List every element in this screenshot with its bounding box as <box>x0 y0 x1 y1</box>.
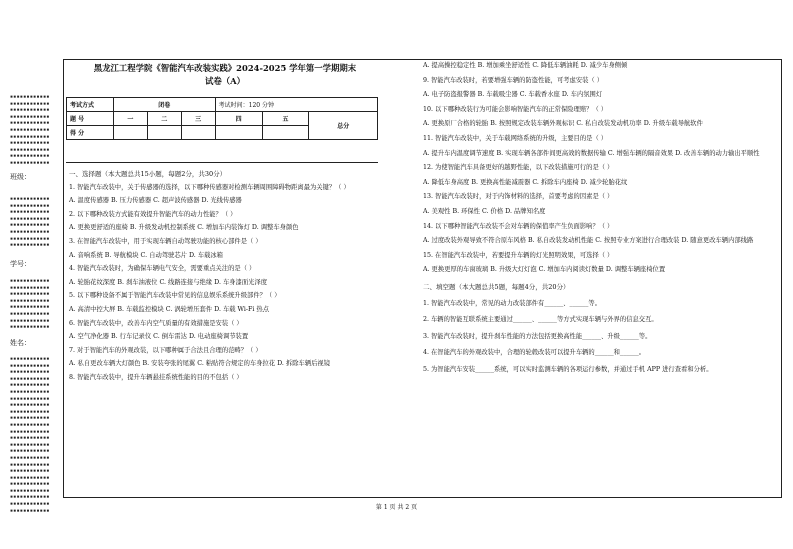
page-footer: 第 1 页 共 2 页 <box>375 504 418 511</box>
binding-dots: ▪▪▪▪▪▪▪▪▪▪▪▪ ▪▪▪▪▪▪▪▪▪▪▪▪ ▪▪▪▪▪▪▪▪▪▪▪▪ ▪▪▪▪▪▪▪▪▪▪▪▪ ▪▪▪▪▪▪▪▪▪▪▪▪ ▪▪▪▪▪▪▪▪▪▪▪▪ ▪▪▪▪▪▪▪▪▪▪▪▪ ▪▪▪▪▪▪▪▪▪▪▪▪ ▪▪▪▪▪▪▪▪▪▪▪▪ ▪▪▪▪▪▪▪▪▪▪▪▪ ▪▪▪▪▪▪▪▪▪▪▪▪ <box>10 94 50 166</box>
question-7: 7. 对于智能汽车的外观改装，以下哪种属于合法且合理的范畴？（ ） <box>69 346 262 354</box>
question-1-options: A. 温度传感器 B. 压力传感器 C. 超声波传感器 D. 光线传感器 <box>69 197 242 205</box>
score-cell <box>262 126 309 140</box>
title-line-2: 试卷（A） <box>205 76 245 86</box>
binding-dots: ▪▪▪▪▪▪▪▪▪▪▪▪ ▪▪▪▪▪▪▪▪▪▪▪▪ ▪▪▪▪▪▪▪▪▪▪▪▪ ▪▪▪▪▪▪▪▪▪▪▪▪ ▪▪▪▪▪▪▪▪▪▪▪▪ ▪▪▪▪▪▪▪▪▪▪▪▪ ▪▪▪▪▪▪▪▪▪▪▪▪ ▪▪▪▪▪▪▪▪▪▪▪▪ ▪▪▪▪▪▪▪▪▪▪▪▪ ▪▪▪▪▪▪▪▪▪▪▪▪ ▪▪▪▪▪▪▪▪▪▪▪▪ ▪▪▪▪▪▪▪▪▪▪▪▪ ▪▪▪▪▪▪▪▪▪▪▪▪ ▪▪▪▪▪▪▪▪▪▪▪▪ ▪▪▪▪▪▪▪▪▪▪▪▪ ▪▪▪▪▪▪▪▪▪▪▪▪ ▪▪▪▪▪▪▪▪▪▪▪▪ ▪▪▪▪▪▪▪▪▪▪▪▪ ▪▪▪▪▪▪▪▪▪▪▪▪ ▪▪▪▪▪▪▪▪▪▪▪▪ ▪▪▪▪▪▪▪▪▪▪▪▪ ▪▪▪▪▪▪▪▪▪▪▪▪ ▪▪▪▪▪▪▪▪▪▪▪▪ ▪▪▪▪▪▪▪▪▪▪▪▪ <box>10 356 50 514</box>
question-10: 10. 以下哪种改装行为可能会影响智能汽车的正常保险理赔？（ ） <box>423 105 608 113</box>
fill-3: 3. 智能汽车改装时，提升刹车性能的方法包括更换高性能______、升级______等。 <box>423 332 652 340</box>
id-label: 学号： <box>10 260 31 268</box>
question-11: 11. 智能汽车改装中，关于车载网络系统的升级，主要目的是（ ） <box>423 134 608 142</box>
question-number-label: 题 号 <box>67 112 114 126</box>
question-8-options: A. 提高操控稳定性 B. 增加乘坐舒适性 C. 降低车辆油耗 D. 减少车身侧倾 <box>423 62 628 69</box>
col-5: 五 <box>262 112 309 126</box>
fill-2: 2. 车辆的智能互联系统主要通过______、______等方式实现车辆与外界的信息交互。 <box>423 316 658 324</box>
question-10-options: A. 更换原厂合格的轮胎 B. 按照规定改装车辆外观标识 C. 私自改装发动机功率 D. 升级车载导航软件 <box>423 120 703 128</box>
fill-1: 1. 智能汽车改装中，常见的动力改装部件有______、______等。 <box>423 299 602 307</box>
question-5-options: A. 高清中控大屏 B. 车载监控模块 C. 涡轮增压套件 D. 车载 Wi-Fi 热点 <box>69 305 270 313</box>
total-label: 总分 <box>309 112 378 140</box>
class-label: 班级： <box>10 173 31 181</box>
col-1: 一 <box>114 112 148 126</box>
question-4-options: A. 轮胎花纹深度 B. 刹车油液位 C. 线路连接与绝缘 D. 车身漆面光泽度 <box>69 278 268 286</box>
title-line-1: 黑龙江工程学院《智能汽车改装实践》2024-2025 学年第一学期期末 <box>93 63 357 73</box>
divider <box>66 162 378 163</box>
question-6-options: A. 空气净化器 B. 行车记录仪 C. 倒车雷达 D. 电动座椅调节装置 <box>69 333 249 341</box>
score-table <box>66 97 378 140</box>
question-14-options: A. 过度改装外观导致不符合原车风格 B. 私自改装发动机性能 C. 按照专业方案进行合理改装 D. 随意更改车辆内部线路 <box>423 237 754 245</box>
score-cell <box>215 126 262 140</box>
question-3: 3. 在智能汽车改装中，用于实现车辆自动驾驶功能的核心部件是（ ） <box>69 237 262 245</box>
question-11-options: A. 提升车内温度调节速度 B. 实现车辆各部件间更高效的数据传输 C. 增强车辆的隔音效果 D. 改善车辆的动力输出平顺性 <box>423 149 760 157</box>
question-6: 6. 智能汽车改装中，改善车内空气质量的有效措施是安装（ ） <box>69 319 243 327</box>
section-1-heading: 一、选择题（本大题总共15小题，每题2分，共30分） <box>69 170 227 178</box>
question-12: 12. 为使智能汽车具备更好的越野性能，以下改装措施可行的是（ ） <box>423 164 614 172</box>
score-cell <box>114 126 148 140</box>
question-8: 8. 智能汽车改装中，提升车辆悬挂系统性能的目的不包括（ ） <box>69 373 243 381</box>
right-column <box>423 62 773 374</box>
question-12-options: A. 降低车身高度 B. 更换高性能减震器 C. 拆除车内座椅 D. 减少轮胎花纹 <box>423 178 628 186</box>
question-2: 2. 以下哪种改装方式能有效提升智能汽车的动力性能？（ ） <box>69 210 237 218</box>
binding-dots: ▪▪▪▪▪▪▪▪▪▪▪▪ ▪▪▪▪▪▪▪▪▪▪▪▪ ▪▪▪▪▪▪▪▪▪▪▪▪ ▪▪▪▪▪▪▪▪▪▪▪▪ ▪▪▪▪▪▪▪▪▪▪▪▪ ▪▪▪▪▪▪▪▪▪▪▪▪ ▪▪▪▪▪▪▪▪▪▪▪▪ ▪▪▪▪▪▪▪▪▪▪▪▪ <box>10 196 50 249</box>
fill-5: 5. 为智能汽车安装______系统，可以实时监测车辆的各项运行参数，并通过手机 APP 进行查看和分析。 <box>423 365 713 373</box>
exam-time: 考试时间：120 分钟 <box>215 98 377 112</box>
question-15: 15. 在智能汽车改装中，若要提升车辆的灯光照明效果，可选择（ ） <box>423 251 614 259</box>
question-9: 9. 智能汽车改装时，若要增强车辆的防盗性能，可考虑安装（ ） <box>423 76 604 84</box>
question-9-options: A. 电子防盗报警器 B. 车载吸尘器 C. 车载香水座 D. 车内氛围灯 <box>423 91 603 99</box>
question-13: 13. 智能汽车改装时，对于内饰材料的选择，首要考虑的因素是（ ） <box>423 193 614 201</box>
exam-form-label: 考试方式 <box>67 98 114 112</box>
question-5: 5. 以下哪种设备不属于智能汽车改装中常见的信息娱乐系统升级部件？（ ） <box>69 292 281 300</box>
score-cell <box>181 126 215 140</box>
col-3: 三 <box>181 112 215 126</box>
question-13-options: A. 美观性 B. 环保性 C. 价格 D. 品牌知名度 <box>423 207 546 215</box>
col-2: 二 <box>147 112 181 126</box>
question-2-options: A. 更换更舒适的座椅 B. 升级发动机控制系统 C. 增加车内装饰灯 D. 调整车身颜色 <box>69 224 299 232</box>
name-label: 姓名： <box>10 339 31 347</box>
question-4: 4. 智能汽车改装时，为确保车辆电气安全，需要重点关注的是（ ） <box>69 265 256 273</box>
fill-4: 4. 在智能汽车的外观改装中，合理的轮毂改装可以提升车辆的______和______。 <box>423 349 646 357</box>
score-label: 得 分 <box>67 126 114 140</box>
section-2-heading: 二、填空题（本大题总共5题，每题4分，共20分） <box>423 282 570 291</box>
score-cell <box>147 126 181 140</box>
binding-dots: ▪▪▪▪▪▪▪▪▪▪▪▪ ▪▪▪▪▪▪▪▪▪▪▪▪ ▪▪▪▪▪▪▪▪▪▪▪▪ ▪▪▪▪▪▪▪▪▪▪▪▪ ▪▪▪▪▪▪▪▪▪▪▪▪ ▪▪▪▪▪▪▪▪▪▪▪▪ ▪▪▪▪▪▪▪▪▪▪▪▪ ▪▪▪▪▪▪▪▪▪▪▪▪ <box>10 278 50 331</box>
question-14: 14. 以下哪种智能汽车改装不会对车辆的保值率产生负面影响？（ ） <box>423 222 614 230</box>
left-column <box>69 170 379 383</box>
exam-title <box>66 62 384 88</box>
exam-form-value: 闭卷 <box>114 98 216 112</box>
col-4: 四 <box>215 112 262 126</box>
question-15-options: A. 更换更厚的车窗玻璃 B. 升级大灯灯泡 C. 增加车内阅读灯数量 D. 调整车辆座椅位置 <box>423 266 666 274</box>
question-1: 1. 智能汽车改装中，关于传感器的选择，以下哪种传感器对检测车辆周围障碍物距离最为关键？（ ） <box>69 183 350 191</box>
question-3-options: A. 音响系统 B. 导航模块 C. 自动驾驶芯片 D. 车载冰箱 <box>69 251 223 259</box>
question-7-options: A. 私自更改车辆大灯颜色 B. 安装夸张的尾翼 C. 粘贴符合规定的车身拉花 D. 拆除车辆后视镜 <box>69 360 331 368</box>
